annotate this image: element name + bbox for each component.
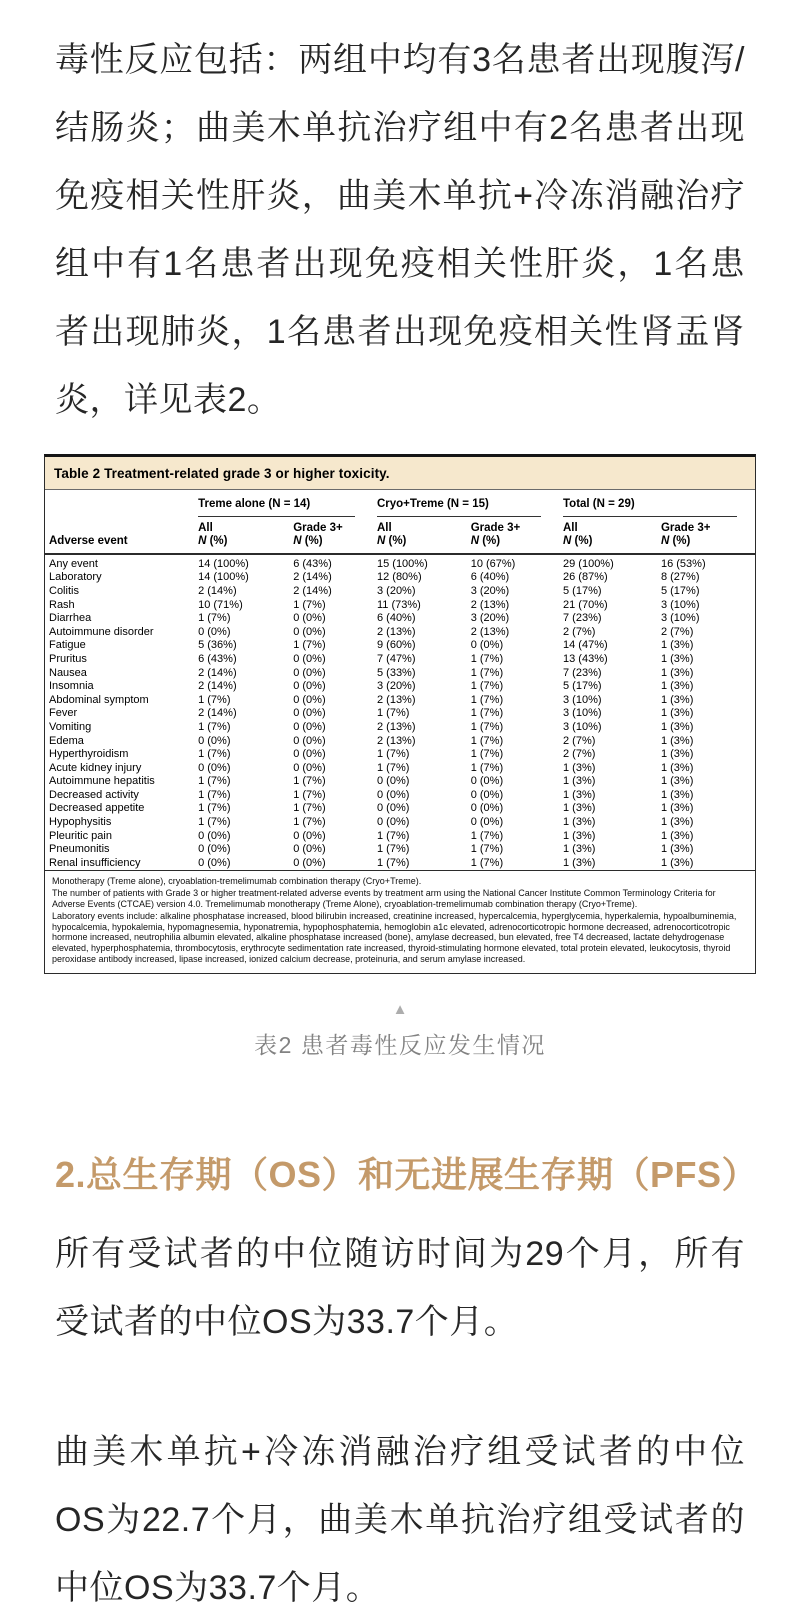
value-cell: 11 (73%) xyxy=(376,598,421,611)
adverse-event-name: Any event xyxy=(49,557,98,570)
adverse-event-name: Hyperthyroidism xyxy=(49,748,129,761)
value-cell: 1 (7%) xyxy=(470,734,504,747)
value-cell: 0 (0%) xyxy=(293,829,326,842)
value-cell: 0 (0%) xyxy=(293,612,326,625)
value-cell: 1 (3%) xyxy=(660,734,694,747)
adverse-event-name: Hypophysitis xyxy=(49,816,112,829)
adverse-event-name: Colitis xyxy=(49,584,79,597)
adverse-event-name: Edema xyxy=(49,734,84,747)
value-cell: 0 (0%) xyxy=(376,802,410,815)
triangle-up-icon: ▲ xyxy=(392,1000,408,1018)
adverse-event-name: Vomiting xyxy=(49,720,92,733)
table-row xyxy=(45,843,755,857)
value-cell: 1 (3%) xyxy=(660,720,694,733)
footnote: Monotherapy (Treme alone), cryoablation-tremelimumab combination therapy (Cryo+Treme). xyxy=(52,876,422,887)
value-cell: 1 (7%) xyxy=(293,639,326,652)
adverse-event-name: Decreased appetite xyxy=(49,802,145,815)
value-cell: 1 (7%) xyxy=(470,693,504,706)
value-cell: 1 (3%) xyxy=(660,829,694,842)
adverse-event-name: Diarrhea xyxy=(49,612,92,625)
value-cell: 1 (3%) xyxy=(660,693,694,706)
value-cell: 6 (40%) xyxy=(470,571,510,584)
value-cell: 1 (7%) xyxy=(470,856,504,869)
adverse-event-name: Rash xyxy=(49,598,75,611)
adverse-event-name: Pneumonitis xyxy=(49,843,110,856)
os-paragraph-2: 曲美木单抗+冷冻消融治疗组受试者的中位OS为22.7个月，曲美木单抗治疗组受试者的中位OS为33.7个月。 xyxy=(55,1432,745,1607)
value-cell: 1 (7%) xyxy=(293,802,326,815)
value-cell: 0 (0%) xyxy=(198,761,231,774)
table-row xyxy=(45,585,755,599)
value-cell: 1 (7%) xyxy=(198,802,231,815)
adverse-event-name: Decreased activity xyxy=(49,788,139,801)
table-row xyxy=(45,612,755,626)
adverse-event-name: Pruritus xyxy=(49,652,87,665)
value-cell: 0 (0%) xyxy=(470,788,504,801)
value-cell: 0 (0%) xyxy=(293,734,326,747)
value-cell: 0 (0%) xyxy=(376,788,410,801)
value-cell: 2 (13%) xyxy=(376,693,416,706)
value-cell: 13 (43%) xyxy=(563,652,608,665)
value-cell: 0 (0%) xyxy=(293,707,326,720)
os-paragraph-1: 所有受试者的中位随访时间为29个月，所有受试者的中位OS为33.7个月。 xyxy=(55,1234,745,1341)
value-cell: 7 (47%) xyxy=(376,652,416,665)
value-cell: 1 (7%) xyxy=(293,775,326,788)
value-cell: 3 (20%) xyxy=(376,680,416,693)
adverse-event-name: Acute kidney injury xyxy=(49,761,142,774)
adverse-event-name: Pleuritic pain xyxy=(49,829,112,842)
value-cell: 0 (0%) xyxy=(470,639,504,652)
value-cell: 2 (7%) xyxy=(563,748,596,761)
footnote: The number of patients with Grade 3 or higher treatment-related adverse events by treatment arm using the National Cancer Institute Common Terminology Criteria for Adverse Events (CTCAE) version 4.0. Tremelimumab monotherapy (Treme Alone), cryoablation-tremelimumab combination therapy (Cryo+Treme). xyxy=(52,888,716,910)
value-cell: 1 (7%) xyxy=(470,680,504,693)
value-cell: 5 (17%) xyxy=(563,680,602,693)
value-cell: 1 (3%) xyxy=(660,652,694,665)
table-row xyxy=(45,694,755,708)
value-cell: 10 (67%) xyxy=(470,557,516,570)
value-cell: 1 (3%) xyxy=(563,843,596,856)
col-grade3: Grade 3+ xyxy=(660,521,711,534)
value-cell: 1 (7%) xyxy=(198,612,231,625)
value-cell: 3 (10%) xyxy=(563,707,602,720)
table-row xyxy=(45,830,755,844)
col-all: All xyxy=(563,521,578,534)
group-header-row xyxy=(45,490,755,517)
value-cell: 1 (3%) xyxy=(660,816,694,829)
value-cell: 1 (7%) xyxy=(198,816,231,829)
table-row xyxy=(45,789,755,803)
value-cell: 5 (33%) xyxy=(376,666,416,679)
adverse-event-name: Insomnia xyxy=(49,680,94,693)
table-row xyxy=(45,721,755,735)
value-cell: 1 (3%) xyxy=(660,856,694,869)
value-cell: 1 (7%) xyxy=(198,775,231,788)
section-heading-os-pfs: 2.总生存期（OS）和无进展生存期（PFS） xyxy=(55,1153,759,1195)
value-cell: 2 (7%) xyxy=(563,625,596,638)
value-cell: 1 (7%) xyxy=(376,843,410,856)
col-grade3: Grade 3+ xyxy=(470,521,521,534)
table-row xyxy=(45,748,755,762)
value-cell: 0 (0%) xyxy=(293,625,326,638)
group-label: Treme alone (N = 14) xyxy=(198,490,355,517)
value-cell: 1 (3%) xyxy=(660,761,694,774)
value-cell: 1 (7%) xyxy=(470,652,504,665)
value-cell: 1 (3%) xyxy=(563,775,596,788)
value-cell: 1 (3%) xyxy=(563,816,596,829)
value-cell: 14 (100%) xyxy=(198,571,249,584)
adverse-event-name: Autoimmune disorder xyxy=(49,625,154,638)
table-row xyxy=(45,554,755,572)
unit-header-row xyxy=(45,535,755,554)
value-cell: 3 (20%) xyxy=(376,584,416,597)
value-cell: 0 (0%) xyxy=(470,816,504,829)
adverse-event-name: Laboratory xyxy=(49,571,102,584)
toxicity-table xyxy=(44,454,756,974)
value-cell: 1 (3%) xyxy=(660,775,694,788)
value-cell: 1 (7%) xyxy=(293,788,326,801)
value-cell: 1 (7%) xyxy=(470,761,504,774)
table-title: Table 2 Treatment-related grade 3 or higher toxicity. xyxy=(45,457,755,490)
table-row xyxy=(45,639,755,653)
unit-cell: N (%) xyxy=(194,535,289,554)
value-cell: 10 (71%) xyxy=(198,598,243,611)
value-cell: 1 (7%) xyxy=(198,748,231,761)
table-row xyxy=(45,775,755,789)
table-body xyxy=(45,554,755,871)
caption-text: 表2 患者毒性反应发生情况 xyxy=(254,1031,546,1058)
value-cell: 0 (0%) xyxy=(293,748,326,761)
value-cell: 1 (3%) xyxy=(660,843,694,856)
value-cell: 1 (7%) xyxy=(470,666,504,679)
table-row xyxy=(45,857,755,871)
value-cell: 2 (14%) xyxy=(198,666,237,679)
value-cell: 1 (3%) xyxy=(660,680,694,693)
value-cell: 1 (3%) xyxy=(563,761,596,774)
value-cell: 7 (23%) xyxy=(563,666,602,679)
value-cell: 1 (7%) xyxy=(376,761,410,774)
unit-cell: N (%) xyxy=(373,535,467,554)
value-cell: 2 (13%) xyxy=(376,625,416,638)
adverse-event-name: Abdominal symptom xyxy=(49,693,149,706)
unit-cell: N (%) xyxy=(289,535,373,554)
value-cell: 26 (87%) xyxy=(563,571,608,584)
value-cell: 2 (13%) xyxy=(376,720,416,733)
value-cell: 1 (3%) xyxy=(563,856,596,869)
value-cell: 0 (0%) xyxy=(198,856,231,869)
value-cell: 3 (10%) xyxy=(563,693,602,706)
value-cell: 1 (7%) xyxy=(376,707,410,720)
value-cell: 3 (10%) xyxy=(563,720,602,733)
value-cell: 14 (47%) xyxy=(563,639,608,652)
table-row xyxy=(45,667,755,681)
adverse-event-name: Autoimmune hepatitis xyxy=(49,775,155,788)
table-row xyxy=(45,599,755,613)
value-cell: 2 (7%) xyxy=(660,625,694,638)
table-row xyxy=(45,571,755,585)
col-all: All xyxy=(198,521,213,534)
value-cell: 9 (60%) xyxy=(376,639,416,652)
adverse-event-name: Nausea xyxy=(49,666,87,679)
group-label: Cryo+Treme (N = 15) xyxy=(377,490,541,517)
unit-cell: N (%) xyxy=(657,535,755,554)
intro-paragraph: 毒性反应包括：两组中均有3名患者出现腹泻/结肠炎；曲美木单抗治疗组中有2名患者出现免疫相关性肝炎，曲美木单抗+冷冻消融治疗组中有1名患者出现免疫相关性肝炎，1名患者出现肺炎，1名患者出现免疫相关性肾盂肾炎，详见表2。 xyxy=(55,41,745,419)
value-cell: 0 (0%) xyxy=(376,775,410,788)
value-cell: 6 (40%) xyxy=(376,612,416,625)
value-cell: 1 (7%) xyxy=(198,788,231,801)
value-cell: 0 (0%) xyxy=(293,761,326,774)
value-cell: 0 (0%) xyxy=(293,693,326,706)
value-cell: 3 (20%) xyxy=(470,584,510,597)
value-cell: 14 (100%) xyxy=(198,557,249,570)
value-cell: 1 (3%) xyxy=(660,748,694,761)
adverse-event-table xyxy=(45,490,755,870)
adverse-event-name: Fever xyxy=(49,707,78,720)
sub-header-row xyxy=(45,517,755,536)
value-cell: 2 (14%) xyxy=(198,680,237,693)
value-cell: 1 (7%) xyxy=(470,829,504,842)
value-cell: 6 (43%) xyxy=(198,652,237,665)
value-cell: 1 (7%) xyxy=(470,707,504,720)
group-header-treme-alone xyxy=(194,490,373,517)
value-cell: 1 (3%) xyxy=(660,707,694,720)
table-footnotes xyxy=(45,870,755,972)
value-cell: 15 (100%) xyxy=(376,557,428,570)
value-cell: 1 (3%) xyxy=(660,802,694,815)
value-cell: 2 (14%) xyxy=(293,584,332,597)
table-row xyxy=(45,762,755,776)
value-cell: 5 (17%) xyxy=(563,584,602,597)
footnote: Laboratory events include: alkaline phosphatase increased, blood bilirubin increased, creatinine increased, hypercalcemia, hyperglycemia, hyperkalemia, hypoalbuminemia, hypocalcemia, hypokalemia, hypomagnesemia, hyponatremia, hypophosphatemia, hemoglobin a1c elevated, adrenocorticotropic hormone decreased, adrenocorticotropic hormone increased, neutrophilia albumin elevated, alkaline phosphatase increased (bone), amylase decreased, bun elevated, free T4 decreased, lactate dehydrogenase elevated, hyperphosphatemia, thrombocytosis, erythrocyte sedimentation rate increased, thyroid-stimulating hormone elevated, total protein elevated, leukocytosis, thyroid peroxidase antibody increased, lipase increased, ionized calcium decrease, proteinuria, and serum amylase increased. xyxy=(52,910,737,965)
header-spacer xyxy=(45,490,194,517)
value-cell: 1 (7%) xyxy=(376,829,410,842)
value-cell: 0 (0%) xyxy=(293,856,326,869)
value-cell: 8 (27%) xyxy=(660,571,700,584)
value-cell: 0 (0%) xyxy=(470,802,504,815)
table-row xyxy=(45,680,755,694)
col-all: All xyxy=(376,521,392,534)
table-row xyxy=(45,707,755,721)
table-row xyxy=(45,802,755,816)
value-cell: 2 (13%) xyxy=(376,734,416,747)
value-cell: 2 (13%) xyxy=(470,598,510,611)
unit-cell: N (%) xyxy=(467,535,559,554)
value-cell: 3 (10%) xyxy=(660,598,700,611)
value-cell: 1 (7%) xyxy=(470,748,504,761)
value-cell: 2 (14%) xyxy=(198,584,237,597)
value-cell: 0 (0%) xyxy=(198,625,231,638)
value-cell: 1 (7%) xyxy=(198,720,231,733)
value-cell: 1 (7%) xyxy=(470,720,504,733)
table-row xyxy=(45,653,755,667)
table-row xyxy=(45,816,755,830)
value-cell: 0 (0%) xyxy=(198,843,231,856)
value-cell: 1 (3%) xyxy=(660,666,694,679)
value-cell: 7 (23%) xyxy=(563,612,602,625)
adverse-event-name: Fatigue xyxy=(49,639,86,652)
value-cell: 2 (14%) xyxy=(198,707,237,720)
value-cell: 0 (0%) xyxy=(293,843,326,856)
table-row xyxy=(45,735,755,749)
header-spacer xyxy=(45,517,194,536)
group-label: Total (N = 29) xyxy=(563,490,737,517)
value-cell: 29 (100%) xyxy=(563,557,614,570)
value-cell: 1 (7%) xyxy=(376,748,410,761)
value-cell: 0 (0%) xyxy=(293,666,326,679)
col-adverse-event: Adverse event xyxy=(45,535,194,554)
value-cell: 1 (7%) xyxy=(470,843,504,856)
value-cell: 1 (7%) xyxy=(293,598,326,611)
value-cell: 12 (80%) xyxy=(376,571,422,584)
value-cell: 6 (43%) xyxy=(293,557,332,570)
value-cell: 5 (36%) xyxy=(198,639,237,652)
value-cell: 1 (3%) xyxy=(563,802,596,815)
group-header-total xyxy=(559,490,755,517)
group-header-cryo-treme xyxy=(373,490,559,517)
value-cell: 0 (0%) xyxy=(293,720,326,733)
value-cell: 0 (0%) xyxy=(293,652,326,665)
value-cell: 2 (14%) xyxy=(293,571,332,584)
value-cell: 16 (53%) xyxy=(660,557,706,570)
value-cell: 2 (7%) xyxy=(563,734,596,747)
value-cell: 0 (0%) xyxy=(376,816,410,829)
table-caption xyxy=(0,1002,800,1060)
adverse-event-name: Renal insufficiency xyxy=(49,856,141,869)
value-cell: 1 (7%) xyxy=(293,816,326,829)
value-cell: 1 (3%) xyxy=(563,788,596,801)
unit-cell: N (%) xyxy=(559,535,657,554)
value-cell: 0 (0%) xyxy=(293,680,326,693)
value-cell: 3 (10%) xyxy=(660,612,700,625)
table-row xyxy=(45,626,755,640)
value-cell: 0 (0%) xyxy=(470,775,504,788)
value-cell: 3 (20%) xyxy=(470,612,510,625)
value-cell: 1 (7%) xyxy=(198,693,231,706)
value-cell: 21 (70%) xyxy=(563,598,608,611)
value-cell: 0 (0%) xyxy=(198,734,231,747)
value-cell: 2 (13%) xyxy=(470,625,510,638)
value-cell: 1 (3%) xyxy=(660,788,694,801)
value-cell: 1 (3%) xyxy=(660,639,694,652)
value-cell: 0 (0%) xyxy=(198,829,231,842)
value-cell: 5 (17%) xyxy=(660,584,700,597)
col-grade3: Grade 3+ xyxy=(293,521,343,534)
value-cell: 1 (7%) xyxy=(376,856,410,869)
value-cell: 1 (3%) xyxy=(563,829,596,842)
